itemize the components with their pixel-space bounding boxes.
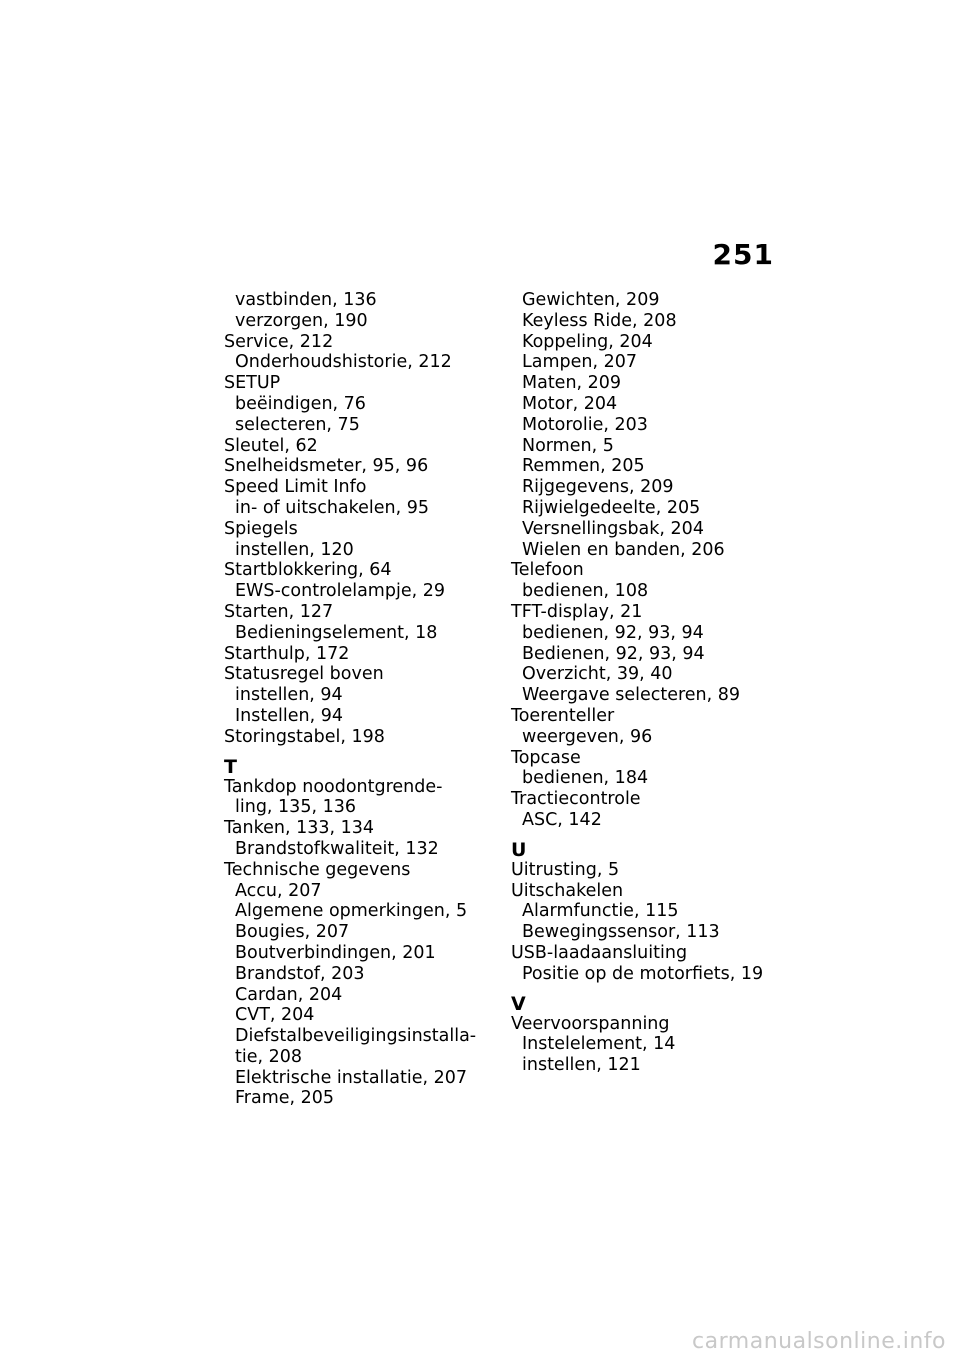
index-entry: SETUP bbox=[224, 373, 281, 394]
index-subentry: Elektrische installatie, 207 bbox=[235, 1067, 468, 1088]
index-subentry: Instelelement, 14 bbox=[522, 1034, 676, 1055]
index-subentry: Gewichten, 209 bbox=[522, 290, 660, 310]
index-subentry: bedienen, 108 bbox=[522, 581, 649, 602]
page-number: 251 bbox=[712, 238, 774, 271]
index-subentry: Koppeling, 204 bbox=[522, 331, 653, 352]
index-subentry: instellen, 121 bbox=[522, 1055, 641, 1076]
index-column-left bbox=[224, 290, 484, 1109]
index-subentry: Bedienen, 92, 93, 94 bbox=[522, 643, 705, 664]
index-entry: TFT-display, 21 bbox=[511, 601, 643, 622]
index-subentry: Cardan, 204 bbox=[235, 984, 343, 1005]
index-subentry: Positie op de motorfiets, 19 bbox=[522, 963, 764, 984]
index-entry: Telefoon bbox=[511, 560, 584, 581]
index-subentry: Overzicht, 39, 40 bbox=[522, 664, 673, 685]
index-subentry: Brandstofkwaliteit, 132 bbox=[235, 838, 439, 859]
index-entry: Spiegels bbox=[224, 518, 298, 539]
index-column-right bbox=[511, 290, 771, 1076]
index-subentry: Frame, 205 bbox=[235, 1088, 335, 1109]
index-subentry: Instellen, 94 bbox=[235, 705, 343, 726]
index-entry: Uitrusting, 5 bbox=[511, 859, 620, 880]
index-subentry: Onderhoudshistorie, 212 bbox=[235, 352, 452, 373]
index-subentry: selecteren, 75 bbox=[235, 414, 360, 435]
index-subentry: Accu, 207 bbox=[235, 880, 322, 901]
index-entry: Statusregel boven bbox=[224, 664, 384, 685]
index-subentry: EWS-controlelampje, 29 bbox=[235, 581, 445, 602]
index-section-letter: U bbox=[511, 838, 527, 861]
index-section-letter: V bbox=[511, 992, 526, 1015]
index-subentry: Keyless Ride, 208 bbox=[522, 310, 677, 331]
index-entry: Speed Limit Info bbox=[224, 477, 367, 498]
index-subentry: tie, 208 bbox=[235, 1046, 303, 1067]
index-subentry: ling, 135, 136 bbox=[235, 797, 356, 818]
index-subentry: Boutverbindingen, 201 bbox=[235, 942, 436, 963]
index-entry: Storingstabel, 198 bbox=[224, 726, 385, 747]
index-subentry: Versnellingsbak, 204 bbox=[522, 518, 704, 539]
index-subentry: Normen, 5 bbox=[522, 435, 614, 456]
index-entry: Tankdop noodontgrende- bbox=[224, 776, 443, 797]
index-subentry: Diefstalbeveiligingsinstalla- bbox=[235, 1026, 477, 1047]
index-subentry: Motorolie, 203 bbox=[522, 414, 648, 435]
index-entry: Starthulp, 172 bbox=[224, 643, 350, 664]
index-subentry: Rijgegevens, 209 bbox=[522, 477, 674, 498]
index-subentry: Bougies, 207 bbox=[235, 922, 350, 943]
index-subentry: Algemene opmerkingen, 5 bbox=[235, 901, 468, 922]
index-entry: Sleutel, 62 bbox=[224, 435, 318, 456]
index-subentry: ASC, 142 bbox=[522, 809, 602, 830]
index-entry: Technische gegevens bbox=[224, 859, 411, 880]
index-subentry: Maten, 209 bbox=[522, 373, 622, 394]
index-entry: USB-laadaansluiting bbox=[511, 942, 688, 963]
index-subentry: bedienen, 184 bbox=[522, 768, 649, 789]
index-subentry: Remmen, 205 bbox=[522, 456, 645, 477]
index-subentry: Rijwielgedeelte, 205 bbox=[522, 497, 701, 518]
index-subentry: Bedieningselement, 18 bbox=[235, 622, 438, 643]
index-subentry: instellen, 94 bbox=[235, 685, 343, 706]
index-entry: Veervoorspanning bbox=[511, 1013, 670, 1034]
index-entry: Snelheidsmeter, 95, 96 bbox=[224, 456, 429, 477]
index-entry: Toerenteller bbox=[511, 705, 615, 726]
index-entry: Starten, 127 bbox=[224, 601, 334, 622]
index-subentry: Lampen, 207 bbox=[522, 352, 638, 373]
index-subentry: Weergave selecteren, 89 bbox=[522, 685, 741, 706]
index-entry: Tractiecontrole bbox=[511, 789, 641, 810]
index-entry: Service, 212 bbox=[224, 331, 334, 352]
index-subentry: weergeven, 96 bbox=[522, 726, 653, 747]
index-subentry: Alarmfunctie, 115 bbox=[522, 901, 679, 922]
index-subentry: beëindigen, 76 bbox=[235, 393, 366, 414]
index-subentry: CVT, 204 bbox=[235, 1005, 315, 1026]
index-subentry: instellen, 120 bbox=[235, 539, 354, 560]
index-entry: Uitschakelen bbox=[511, 880, 624, 901]
index-entry: Startblokkering, 64 bbox=[224, 560, 392, 581]
index-section-letter: T bbox=[224, 755, 237, 778]
index-entry: Tanken, 133, 134 bbox=[224, 818, 375, 839]
index-subentry: vastbinden, 136 bbox=[235, 290, 377, 310]
watermark[interactable]: carmanualsonline.info bbox=[692, 1329, 946, 1354]
index-subentry: Bewegingssensor, 113 bbox=[522, 922, 720, 943]
index-entry: Topcase bbox=[511, 747, 581, 768]
index-subentry: bedienen, 92, 93, 94 bbox=[522, 622, 704, 643]
index-subentry: Wielen en banden, 206 bbox=[522, 539, 725, 560]
index-subentry: verzorgen, 190 bbox=[235, 310, 368, 331]
index-subentry: in- of uitschakelen, 95 bbox=[235, 497, 430, 518]
index-subentry: Brandstof, 203 bbox=[235, 963, 365, 984]
index-subentry: Motor, 204 bbox=[522, 393, 618, 414]
